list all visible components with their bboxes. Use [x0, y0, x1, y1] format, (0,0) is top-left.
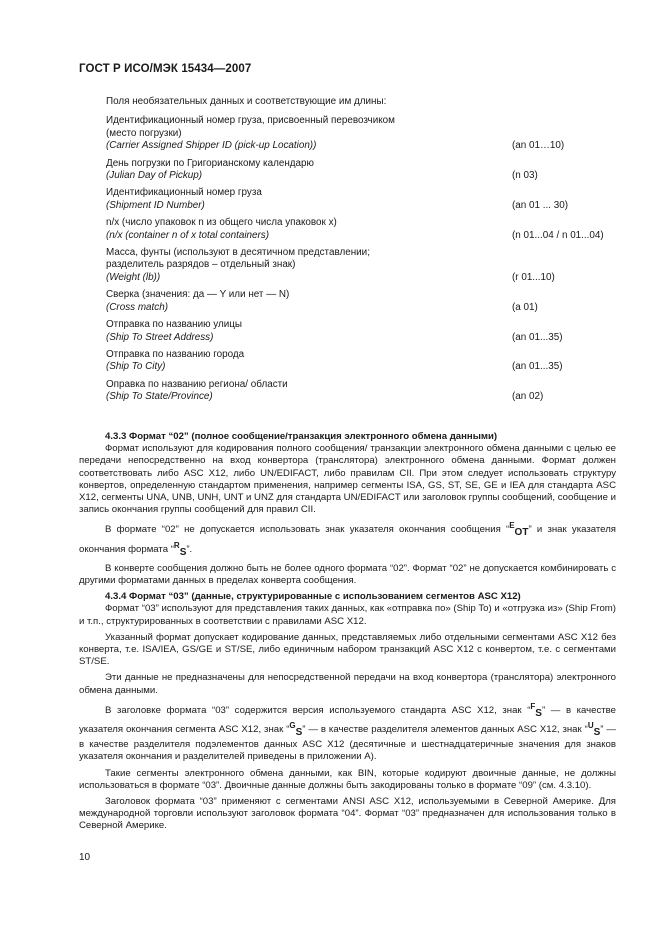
us-symbol: $^U_S$: [587, 721, 601, 739]
field-name-ru: Масса, фунты (используют в десятичном представлении;: [106, 247, 370, 259]
field-name-ru: Идентификационный номер груза: [106, 187, 262, 199]
eot-symbol: $^E_{OT}$: [509, 521, 529, 539]
field-length-code: (n 03): [512, 170, 538, 182]
field-name-ru: Отправка по названию города: [106, 348, 245, 360]
data-field-item: [106, 319, 616, 344]
fields-intro: Поля необязательных данных и соответствующие им длины:: [106, 96, 387, 107]
field-name-en: (Julian Day of Pickup): [106, 170, 203, 182]
field-name-en: (n/x (container n of x total containers): [106, 229, 270, 241]
field-name-ru: Оправка по названию региона/ области: [106, 378, 288, 390]
field-name-ru: (место погрузки): [106, 127, 182, 139]
field-name-en: (Ship To City): [106, 361, 166, 373]
section-4-3-3-paragraph-3: В конверте сообщения должно быть не более одного формата “02”. Формат “02” не допускается комбинировать с другими форматами данных в пределах конверта сообщения.: [79, 562, 616, 587]
data-field-item: [106, 289, 616, 314]
section-4-3-4-heading: 4.3.4 Формат “03” (данные, структурированные с использованием сегментов ASC X12): [105, 591, 521, 603]
section-4-3-4-paragraph-2: Указанный формат допускает кодирование данных, представляемых либо отдельными сегментами ASC X12 без конверта, т.е. ISA/IEA, GS/GE и ST/SE, либо единичным набором транзакций ASC X12 с конвертом, т.е. с сегментами ST/SE.: [79, 631, 616, 668]
field-name-ru: Отправка по названию улицы: [106, 319, 242, 331]
field-name-ru: разделитель разрядов – отдельный знак): [106, 259, 296, 271]
field-name-ru: Сверка (значения: да — Y или нет — N): [106, 289, 290, 301]
field-length-code: (an 01 ... 30): [512, 199, 568, 211]
section-4-3-3-paragraph-1: Формат используют для кодирования полного сообщения/ транзакции электронного обмена данными с целью ее передачи непосредственно на вход конвертора (транслятора) электронного обмена данными. Формат должен соответствовать либо ASC X12, либо UN/EDIFACT, либо правилам CII. При этом следует использовать структуру конвертов, определенную стандартом применения, например сегменты ISA, GS, ST, SE, GE и IEA для стандарта ASC X12, сегменты UNA, UNB, UNH, UNT и UNZ для стандарта UN/EDIFACT или заголовок группы сообщений, сообщение и запись окончания группы сообщений для правил CII.: [79, 443, 616, 516]
field-length-code: (an 02): [512, 391, 544, 403]
field-name-ru: День погрузки по Григорианскому календарю: [106, 157, 314, 169]
field-name-en: (Carrier Assigned Shipper ID (pick-up Location)): [106, 140, 317, 152]
section-4-3-3-heading: 4.3.3 Формат “02” (полное сообщение/транзакция электронного обмена данными): [105, 431, 498, 442]
document-header: ГОСТ Р ИСО/МЭК 15434—2007: [79, 63, 252, 75]
field-name-ru: Идентификационный номер груза, присвоенный перевозчиком: [106, 115, 395, 127]
field-length-code: (a 01): [512, 301, 538, 313]
field-length-code: (an 01…10): [512, 140, 565, 152]
section-4-3-4-paragraph-5: Такие сегменты электронного обмена данными, как BIN, которые кодируют двоичные данные, не должны использоваться в формате “03”. Двоичные данные должны быть закодированы только в формате “09” (см. 4.3.10).: [79, 767, 616, 791]
page-number: 10: [79, 852, 91, 863]
body-text: [79, 431, 616, 837]
field-name-en: (Ship To Street Address): [106, 331, 214, 343]
field-list: [106, 115, 616, 403]
field-name-en: (Weight (lb)): [106, 271, 161, 283]
optional-data-fields: [106, 96, 616, 409]
section-4-3-4-paragraph-3: Эти данные не предназначены для непосредственной передачи на вход конвертора (транслятора) электронного обмена данными.: [79, 672, 616, 696]
field-length-code: (an 01...35): [512, 361, 563, 373]
field-length-code: (n 01...04 / n 01...04): [512, 229, 604, 241]
fs-symbol: $^F_S$: [530, 701, 542, 719]
field-length-code: (an 01...35): [512, 331, 563, 343]
section-4-3-4-paragraph-1: Формат “03” используют для представления таких данных, как «отправка по» (Ship To) и «отгрузка из» (Ship From) и т.п., структурированных в соответствии с правилами ASC X12.: [79, 603, 616, 627]
field-name-en: (Ship To State/Province): [106, 391, 213, 403]
data-field-item: [106, 115, 616, 152]
gs-symbol: $^G_S$: [289, 721, 303, 739]
data-field-item: [106, 217, 616, 242]
rs-symbol: $^R_S$: [173, 540, 187, 558]
field-name-en: (Cross match): [106, 301, 168, 313]
data-field-item: [106, 187, 616, 212]
field-name-ru: n/x (число упаковок n из общего числа упаковок x): [106, 217, 337, 229]
field-length-code: (r 01...10): [512, 271, 555, 283]
data-field-item: [106, 349, 616, 374]
field-name-en: (Shipment ID Number): [106, 199, 205, 211]
data-field-item: [106, 247, 616, 284]
section-4-3-3-paragraph-2: В формате “02” не допускается использовать знак указателя окончания сообщения “$^E_{OT}$” и знак указателя окончания формата “$^R_S$”.: [79, 521, 616, 558]
data-field-item: [106, 379, 616, 404]
section-4-3-4-paragraph-4: В заголовке формата “03” содержится версия используемого стандарта ASC X12, знак “$^F_S$” — в качестве указателя окончания сегмента ASC X12, знак “$^G_S$” — в качестве разделителя элементов данных ASC X12, знак “$^U_S$” — в качестве разделителя подэлементов данных ASC X12 (десятичные и шестнадцатеричные значения для знаков указателя окончания и разделителей приведены в приложении А).: [79, 701, 617, 763]
section-4-3-4-paragraph-6: Заголовок формата “03” применяют с сегментами ANSI ASC X12, используемыми в Северной Америке. Для международной торговли используют заголовок формата “04”. Формат “03” предназначен для использования только в Северной Америке.: [79, 796, 616, 832]
data-field-item: [106, 158, 616, 183]
